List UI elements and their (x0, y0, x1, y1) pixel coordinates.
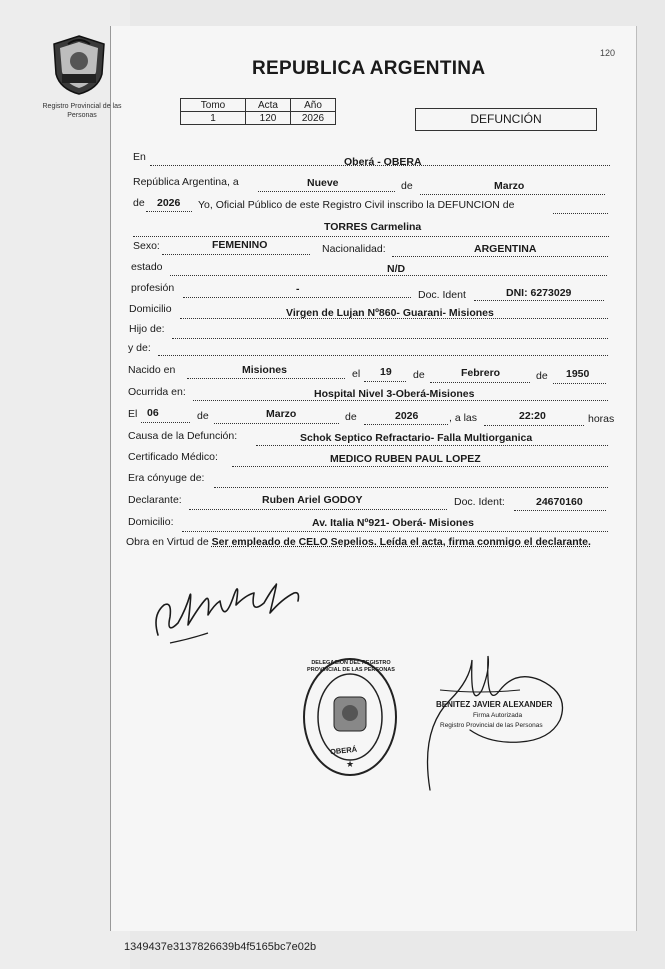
place-value: Oberá - OBERA (344, 156, 422, 168)
republica-label: República Argentina, a (133, 176, 239, 188)
svg-text:★: ★ (345, 759, 355, 769)
official-name: BENITEZ JAVIER ALEXANDER (436, 700, 553, 709)
obra-value: Ser empleado de CELO Sepelios. Leída el acta, firma conmigo el declarante. (211, 536, 591, 548)
birth-month-value: Febrero (461, 367, 501, 379)
de-label: de (401, 180, 413, 192)
doc-value: DNI: 6273029 (506, 287, 572, 299)
profesion-value: - (296, 283, 300, 295)
ocurrida-label: Ocurrida en: (128, 386, 186, 398)
domicilio2-label: Domicilio: (128, 516, 174, 528)
official-stamp (300, 655, 400, 785)
sexo-value: FEMENINO (212, 239, 268, 251)
doc2-label: Doc. Ident: (454, 496, 505, 508)
declarante-label: Declarante: (128, 494, 182, 506)
official-office: Registro Provincial de las Personas (440, 722, 543, 729)
conyuge-label: Era cónyuge de: (128, 472, 205, 484)
birth-de-label: de (413, 369, 425, 381)
doc-label: Doc. Ident (418, 289, 466, 301)
estado-value: N/D (387, 263, 406, 275)
tomo-value: 1 (181, 112, 246, 125)
nacionalidad-value: ARGENTINA (474, 243, 537, 255)
nacionalidad-label: Nacionalidad: (322, 243, 386, 255)
record-type-box: DEFUNCIÓN (415, 108, 597, 131)
death-day-value: 06 (147, 407, 159, 419)
page-number: 120 (600, 48, 616, 58)
document-title: REPUBLICA ARGENTINA (252, 58, 486, 79)
el-label: el (352, 368, 361, 380)
sexo-label: Sexo: (133, 240, 160, 252)
ano-header: Año (291, 99, 336, 112)
acta-value: 120 (246, 112, 291, 125)
doc2-value: 24670160 (536, 496, 583, 508)
causa-label: Causa de la Defunción: (128, 430, 238, 442)
death-year-value: 2026 (395, 410, 419, 422)
yo-text: Yo, Oficial Público de este Registro Civil inscribo la DEFUNCION de (198, 199, 515, 211)
certificado-value: MEDICO RUBEN PAUL LOPEZ (330, 453, 481, 465)
tomo-header: Tomo (181, 99, 246, 112)
death-time-value: 22:20 (519, 410, 546, 422)
nacido-label: Nacido en (128, 364, 176, 376)
nacido-value: Misiones (242, 364, 287, 376)
registry-table (180, 98, 336, 125)
en-label: En (133, 151, 146, 163)
birth-day-value: 19 (380, 366, 392, 378)
obra-label: Obra en Virtud de (126, 536, 209, 548)
domicilio2-value: Av. Italia Nº921- Oberá- Misiones (312, 517, 474, 529)
domicilio-label: Domicilio (129, 303, 172, 315)
death-de-label: de (197, 410, 209, 422)
obra-paragraph (126, 535, 624, 550)
document-hash: 1349437e3137826639b4f5165bc7e02b (124, 941, 317, 953)
year-value: 2026 (157, 197, 181, 209)
official-role: Firma Autorizada (473, 712, 523, 719)
alas-label: , a las (449, 412, 478, 424)
certificado-label: Certificado Médico: (128, 451, 218, 463)
day-value: Nueve (307, 177, 339, 189)
ano-value: 2026 (291, 112, 336, 125)
horas-label: horas (588, 413, 615, 425)
profesion-label: profesión (131, 282, 175, 294)
causa-value: Schok Septico Refractario- Falla Multiorganica (300, 432, 533, 444)
declarante-value: Ruben Ariel GODOY (262, 494, 363, 506)
hijo-label: Hijo de: (129, 323, 165, 335)
estado-label: estado (131, 261, 163, 273)
birth-year-value: 1950 (566, 368, 590, 380)
el2-label: El (128, 408, 138, 420)
birth-de2-label: de (536, 370, 548, 382)
month-value: Marzo (494, 180, 525, 192)
death-month-value: Marzo (266, 408, 297, 420)
y-de-label: y de: (128, 342, 151, 354)
ocurrida-value: Hospital Nivel 3-Oberá-Misiones (314, 388, 475, 400)
deceased-name-value: TORRES Carmelina (324, 221, 422, 233)
logo-caption: Registro Provincial de las Personas (42, 103, 122, 119)
de2-label: de (133, 197, 145, 209)
domicilio-value: Virgen de Lujan Nº860- Guarani- Misiones (286, 307, 494, 319)
death-de2-label: de (345, 411, 357, 423)
acta-header: Acta (246, 99, 291, 112)
misiones-coat-of-arms-logo (50, 34, 108, 96)
declarant-signature (150, 565, 310, 655)
stamp-city: OBERÁ (329, 744, 358, 757)
stamp-ring-text: DELEGACION DEL REGISTRO PROVINCIAL DE LAS PERSONAS (307, 660, 395, 673)
